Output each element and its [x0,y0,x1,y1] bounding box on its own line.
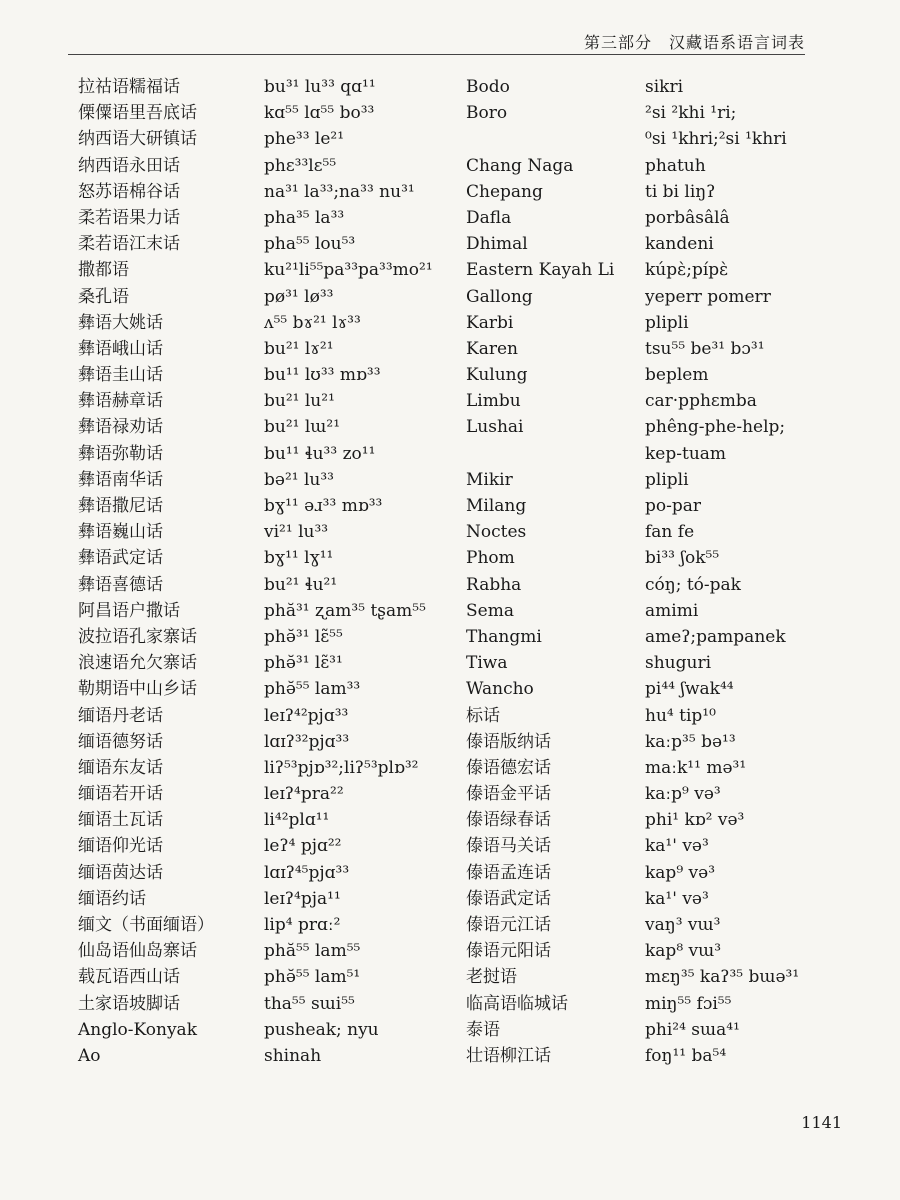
col4-entry: porbâsâlâ [645,207,730,228]
col1-entry: 缅语约话 [78,888,146,909]
col1-entry: 柔若语江末话 [78,234,180,255]
col1-entry: 土家语坡脚话 [78,993,180,1014]
col1-entry: 缅语仰光话 [78,836,163,857]
col2-entry: phă³¹ ʐam³⁵ tʂam⁵⁵ [264,600,426,621]
col1-entry: 仙岛语仙岛寨话 [78,941,197,962]
col2-entry: bə²¹ lu³³ [264,469,334,490]
col1-entry: 缅文（书面缅语） [78,915,214,935]
col1-entry: 怒苏语棉谷话 [78,181,180,202]
col4-entry: yeperr pomerr [645,286,771,307]
col2-entry: phă⁵⁵ lam⁵⁵ [264,941,361,962]
col3-entry: Karbi [466,312,514,333]
col2-entry: pusheak; nyu [264,1019,379,1040]
col1-entry: 彝语巍山话 [78,522,163,543]
col3-entry: Phom [466,548,515,569]
col2-entry: bu¹¹ ɬu³³ zo¹¹ [264,443,376,464]
col3-entry: Sema [466,600,514,621]
col3-entry: 傣语版纳话 [466,731,551,752]
col3-entry: Dhimal [466,234,528,255]
col2-entry: phə̆³¹ lɛ̃³¹ [264,653,343,674]
col2-entry: na³¹ la³³;na³³ nu³¹ [264,181,415,202]
col4-entry: cóŋ; tó-pak [645,574,741,595]
col3-entry: Thangmi [466,626,542,647]
col4-entry: kap⁸ vɯ³ [645,941,722,962]
col3-entry: 傣语元阳话 [466,941,551,962]
col4-entry: ⁰si ¹khri;²si ¹khri [645,129,787,150]
col3-entry: 壮语柳江话 [466,1045,551,1066]
col1-entry: 彝语大姚话 [78,312,163,333]
col4-entry: kandeni [645,234,714,255]
col2-entry: bu²¹ lu²¹ [264,391,335,412]
col2-entry: ʌ⁵⁵ bɤ²¹ lɤ³³ [264,312,361,333]
col1-entry: 缅语东友话 [78,757,163,778]
col1-entry: 撒都语 [78,260,129,281]
col3-entry: Gallong [466,286,533,307]
col4-entry: ka¹' və³ [645,836,709,857]
col3-entry: Rabha [466,574,522,595]
col2-entry: phə̆⁵⁵ lam⁵¹ [264,967,361,988]
col3-entry: 傣语金平话 [466,784,551,805]
col3-entry: 傣语孟连话 [466,862,551,883]
col4-entry: plipli [645,469,689,490]
column-2-word-forms [264,74,464,1069]
col1-entry: 彝语禄劝话 [78,417,163,438]
col1-entry: 缅语茵达话 [78,862,163,883]
col2-entry: liʔ⁵³pjɒ³²;liʔ⁵³plɒ³² [264,757,419,778]
col4-entry: phi¹ kɒ² və³ [645,810,745,831]
running-header [68,28,805,55]
column-4-word-forms [645,74,875,1069]
col4-entry: kúpὲ;pípὲ [645,260,729,281]
col4-entry: fan fe [645,522,695,543]
col1-entry: 柔若语果力话 [78,207,180,228]
col4-entry: kap⁹ və³ [645,862,716,883]
col1-entry: 勒期语中山乡话 [78,679,197,700]
col2-entry: bu²¹ ɬu²¹ [264,574,338,595]
col1-entry: 桑孔语 [78,286,129,307]
col3-entry: Lushai [466,417,524,438]
col4-entry: ²si ²khi ¹ri; [645,103,737,124]
col3-entry [466,126,646,152]
col4-entry: car·pphɛmba [645,391,757,412]
col2-entry: bu³¹ lu³³ qɑ¹¹ [264,77,376,97]
col4-entry: pi⁴⁴ ʃwak⁴⁴ [645,679,734,700]
col3-entry: 傣语绿春话 [466,810,551,831]
col4-entry: phêng-phe-help; [645,417,786,438]
col1-entry: 载瓦语西山话 [78,967,180,988]
col3-entry: 老挝语 [466,967,517,988]
col4-entry: foŋ¹¹ ba⁵⁴ [645,1045,727,1066]
col1-entry: 彝语武定话 [78,548,163,569]
col1-entry: 阿昌语户撒话 [78,600,180,621]
col2-entry: shinah [264,1045,322,1066]
col1-entry: 彝语南华话 [78,469,163,490]
col3-entry: Noctes [466,522,527,543]
col3-entry: 傣语德宏话 [466,757,551,778]
col4-entry: po-par [645,496,702,516]
col4-entry: tsu⁵⁵ be³¹ bɔ³¹ [645,338,765,359]
col2-entry: phe³³ le²¹ [264,129,345,150]
col3-entry: Milang [466,496,527,516]
col3-entry [466,441,646,467]
col1-entry: Anglo-Konyak [78,1019,197,1040]
col3-entry: Chang Naga [466,155,574,176]
col4-entry: kaːp⁹ və³ [645,784,721,805]
col1-entry: 彝语赫章话 [78,391,163,412]
col3-entry: Mikir [466,469,513,490]
col1-entry: 浪速语允欠寨话 [78,653,197,674]
col2-entry: kɑ⁵⁵ lɑ⁵⁵ bo³³ [264,103,375,124]
col1-entry: 缅语若开话 [78,784,163,805]
col1-entry: 彝语圭山话 [78,365,163,386]
col3-entry: 临高语临城话 [466,993,568,1014]
col2-entry: ku²¹li⁵⁵pa³³pa³³mo²¹ [264,260,433,281]
header-title: 第三部分 汉藏语系语言词表 [583,33,805,52]
col4-entry: phatuh [645,155,706,176]
col1-entry: 纳西语永田话 [78,155,180,176]
col4-entry: phi²⁴ sɯa⁴¹ [645,1019,740,1040]
column-3-language-names [466,74,646,1069]
col4-entry: beplem [645,365,709,386]
col2-entry: leɪʔ⁴²pjɑ³³ [264,705,349,726]
col2-entry: phə̆⁵⁵ lam³³ [264,679,361,700]
col2-entry: bu¹¹ lʊ³³ mɒ³³ [264,365,381,386]
col1-entry: Ao [78,1045,101,1066]
col4-entry: ameʔ;pampanek [645,626,786,647]
col3-entry: Kulung [466,365,528,386]
col3-entry: 傣语马关话 [466,836,551,857]
col4-entry: ka¹' və³ [645,888,709,909]
col3-entry: Dafla [466,207,512,228]
col4-entry: miŋ⁵⁵ fɔi⁵⁵ [645,993,732,1014]
col3-entry: Limbu [466,391,521,412]
col4-entry: kep-tuam [645,443,727,464]
col3-entry: Bodo [466,77,510,97]
col1-entry: 缅语丹老话 [78,705,163,726]
col1-entry: 纳西语大研镇话 [78,129,197,150]
col2-entry: li⁴²plɑ¹¹ [264,810,330,831]
col3-entry: Eastern Kayah Li [466,260,615,281]
col2-entry: leɪʔ⁴pja¹¹ [264,888,341,909]
col3-entry: Boro [466,103,508,124]
col2-entry: bɣ¹¹ əɹ³³ mɒ³³ [264,496,383,516]
col2-entry: bu²¹ lɯ²¹ [264,417,341,438]
col2-entry: bɣ¹¹ lɣ¹¹ [264,548,334,569]
col1-entry: 彝语喜德话 [78,574,163,595]
col3-entry: Chepang [466,181,543,202]
col4-entry: vaŋ³ vɯ³ [645,915,721,935]
col4-entry: maːk¹¹ mə³¹ [645,757,747,778]
col2-entry: pø³¹ lø³³ [264,286,334,307]
col3-entry: 标话 [466,705,500,726]
col2-entry: pha³⁵ la³³ [264,207,345,228]
col2-entry: bu²¹ lɤ²¹ [264,338,334,359]
col2-entry: leʔ⁴ pjɑ²² [264,836,342,857]
col2-entry: tha⁵⁵ sɯi⁵⁵ [264,993,355,1014]
col4-entry: mɛŋ³⁵ kaʔ³⁵ bɯə³¹ [645,967,800,988]
col2-entry: vi²¹ lu³³ [264,522,329,543]
col2-entry: lɑɪʔ⁴⁵pjɑ³³ [264,862,350,883]
col2-entry: pha⁵⁵ lou⁵³ [264,234,356,255]
col3-entry: 泰语 [466,1019,500,1040]
col1-entry: 波拉语孔家寨话 [78,626,197,647]
column-1-language-names [78,74,258,1069]
col2-entry: lɑɪʔ³²pjɑ³³ [264,731,350,752]
col4-entry: kaːp³⁵ bə¹³ [645,731,736,752]
col4-entry: sikri [645,77,684,97]
col1-entry: 缅语德努话 [78,731,163,752]
col4-entry: ti bi liŋʔ [645,181,716,202]
col1-entry: 拉祜语糯福话 [78,77,180,97]
col1-entry: 彝语弥勒话 [78,443,163,464]
col4-entry: hu⁴ tip¹⁰ [645,705,716,726]
col1-entry: 彝语撒尼话 [78,496,163,516]
col3-entry: 傣语元江话 [466,915,551,935]
col2-entry: lip⁴ prɑː² [264,915,341,935]
col4-entry: shuguri [645,653,712,674]
page-number: 1141 [801,1113,842,1132]
col1-entry: 傈僳语里吾底话 [78,103,197,124]
col3-entry: Tiwa [466,653,508,674]
col2-entry: phə̆³¹ lɛ̃⁵⁵ [264,626,343,647]
col4-entry: bi³³ ʃok⁵⁵ [645,548,720,569]
col1-entry: 缅语土瓦话 [78,810,163,831]
col4-entry: amimi [645,600,699,621]
col3-entry: Wancho [466,679,534,700]
col1-entry: 彝语峨山话 [78,338,163,359]
col3-entry: 傣语武定话 [466,888,551,909]
col3-entry: Karen [466,338,518,359]
col4-entry: plipli [645,312,689,333]
col2-entry: leɪʔ⁴pra²² [264,784,344,805]
col2-entry: phɛ³³lɛ⁵⁵ [264,155,337,176]
